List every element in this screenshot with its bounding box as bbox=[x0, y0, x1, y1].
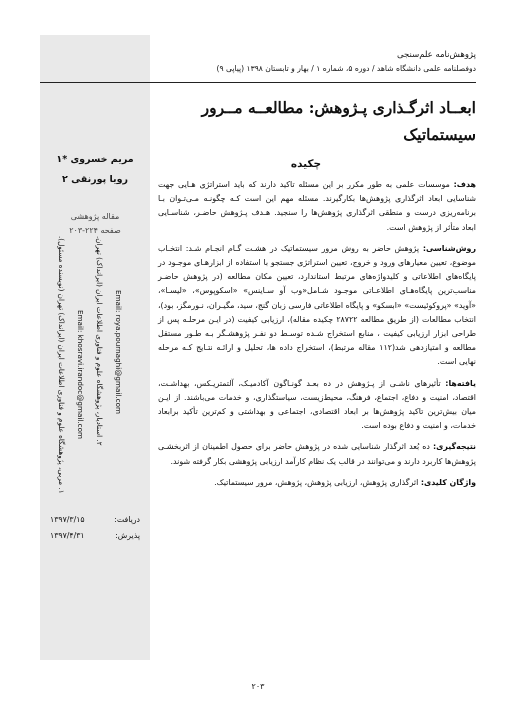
article-title bbox=[186, 94, 476, 148]
method-label: روش‌شناسی: bbox=[422, 243, 476, 253]
findings-label: یافته‌ها: bbox=[445, 378, 476, 388]
abstract-conclusion bbox=[158, 440, 476, 468]
affiliation-1: ۱. مربی، پژوهشگاه علوم و فناوری اطلاعات ایران (ایرانداک) تهران (نویسنده مسئول). bbox=[57, 236, 66, 494]
abstract-keywords bbox=[158, 476, 476, 490]
author-2: رویا پورنقی ۲ bbox=[62, 174, 128, 185]
paper-type-label: مقاله پژوهشی bbox=[70, 212, 120, 221]
accepted-date: ۱۳۹۷/۴/۳۱ bbox=[50, 531, 85, 540]
paper-type bbox=[40, 210, 150, 238]
abstract-findings bbox=[158, 377, 476, 434]
received-row bbox=[40, 512, 150, 528]
dates-block bbox=[40, 512, 150, 544]
accepted-row bbox=[40, 528, 150, 544]
abstract-body bbox=[158, 178, 476, 497]
journal-name: پژوهش‌نامه علم‌سنجی bbox=[396, 50, 476, 60]
header-rule bbox=[40, 82, 476, 83]
abstract-goal bbox=[158, 178, 476, 235]
author-list bbox=[40, 150, 150, 190]
received-label: دریافت: bbox=[114, 515, 140, 524]
conclusion-label: نتیجه‌گیری: bbox=[433, 442, 476, 452]
method-text: پژوهش حاضر به روش مرور سیستماتیک در هشـت گـام انجـام شـد: انتخـاب موضوع، تعیین معیارهای ورود و خروج، تعیین استراتژی جستجو با استفاده از ابزارهـای موجـود در پایگاه‌های اطلاعاتی و کلیدواژه‌های مرتبط استاندارد، تعیین مکان مطالعه (در پژوهش حاضـر مناسب‌ترین پایگاه‌هـای اطلاعـاتی موجـود شـامل«وب آو سـاینس» «اسکوپوس»، «لیسـا»، «آوید» «پروکوئیست» «ابسکو» و پایگاه اطلاعاتی فارسی زبان گنج، سید، مگیـران، نـورمگز، بود)، انتخاب مطالعات (از طریق مطالعه ۲۸۷۲۲ چکیده مقاله)، ارزیابی کیفیت (در ایـن مرحلـه پس از طراحی ابزار ارزیابی کیفیت ، منابع استخراج شـده توسـط دو نفـر پژوهشـگر بـه طـور مستقل مطالعه و امتیازدهی شد(۱۱۲ مقاله مرتبط)، استخراج داده ها، تحلیل و ارائـه نتـایج کـه مرحله نهایی است. bbox=[158, 243, 477, 367]
email-2: Email: roya.pournaghi@gmail.com bbox=[114, 290, 123, 414]
author-1: مریم خسروی *۱ bbox=[56, 154, 134, 165]
title-line-2: سیستماتیک bbox=[403, 125, 476, 144]
goal-label: هدف: bbox=[453, 180, 476, 189]
page-range: صفحه ۲۲۴-۲۰۳ bbox=[69, 226, 121, 235]
goal-text: موسسات علمی به طور مکرر بر این مسئله تاکید دارند که باید استراتژی هـایی جهت شناسایی ابعاد اثرگذاری پژوهش‌ها بکارگیرند. مسئله مهم این است کـه چگونـه مـی‌تـوان بـا برنامه‌ریزی درست و منطقی اثرگذاری پژوهش‌ها را سنجید. هـدف پـژوهش حاضـر، شناسـایی ابعاد متأثر از پژوهش است. bbox=[158, 180, 476, 232]
email-1: Email: khosravi.irandoc@gmail.com bbox=[76, 310, 85, 440]
running-header bbox=[156, 48, 476, 76]
title-line-1: ابعــاد اثرگـذاری پـژوهش: مطالعــه مــرور bbox=[201, 98, 476, 117]
page-number: ۲۰۳ bbox=[251, 682, 265, 691]
received-date: ۱۳۹۷/۳/۱۵ bbox=[50, 515, 85, 524]
abstract-method bbox=[158, 242, 476, 370]
issue-info: دوفصلنامه علمی دانشگاه شاهد / دوره ۵، شماره ۱ / بهار و تابستان ۱۳۹۸ (پیاپی ۹) bbox=[216, 64, 476, 73]
keywords-text: اثرگذاری پژوهش، ارزیابی پژوهش، پژوهش، مرور سیستماتیک. bbox=[214, 477, 419, 487]
accepted-label: پذیرش: bbox=[115, 531, 140, 540]
conclusion-text: ده بُعد اثرگذار شناسایی شده در پژوهش حاضر برای حصول اطمینان از اثربخشـی پژوهش‌ها کاربرد دارند و می‌توانند در قالب یک نظام کارآمد ارزیابی پژوهشی بکار گرفته شوند. bbox=[158, 442, 476, 466]
abstract-heading: چکیده bbox=[290, 158, 322, 170]
affiliation-2: ۲. استادیار، پژوهشگاه علوم و فناوری اطلاعات ایران (ایرانداک) تهران. bbox=[95, 236, 104, 446]
keywords-label: واژگان کلیدی: bbox=[420, 477, 476, 487]
findings-text: تأثیرهای ناشـی از پـژوهش در ده بعـد گونـاگون آکادمیـک، آلتمتریـکس، بهداشـت، اقتصاد، امنیت و دفاع، اجتماع، فرهنگ، محیط‌زیست، سیاستگذاری، و خدمات می‌باشند. از ایـن میان بیش‌ترین تاکید پژوهش‌ها بر ابعاد اقتصادی، اجتماعی و بهداشتی و کم‌ترین تأکید برابعاد خدمات، و امنیت و دفاع بوده است. bbox=[158, 378, 476, 431]
